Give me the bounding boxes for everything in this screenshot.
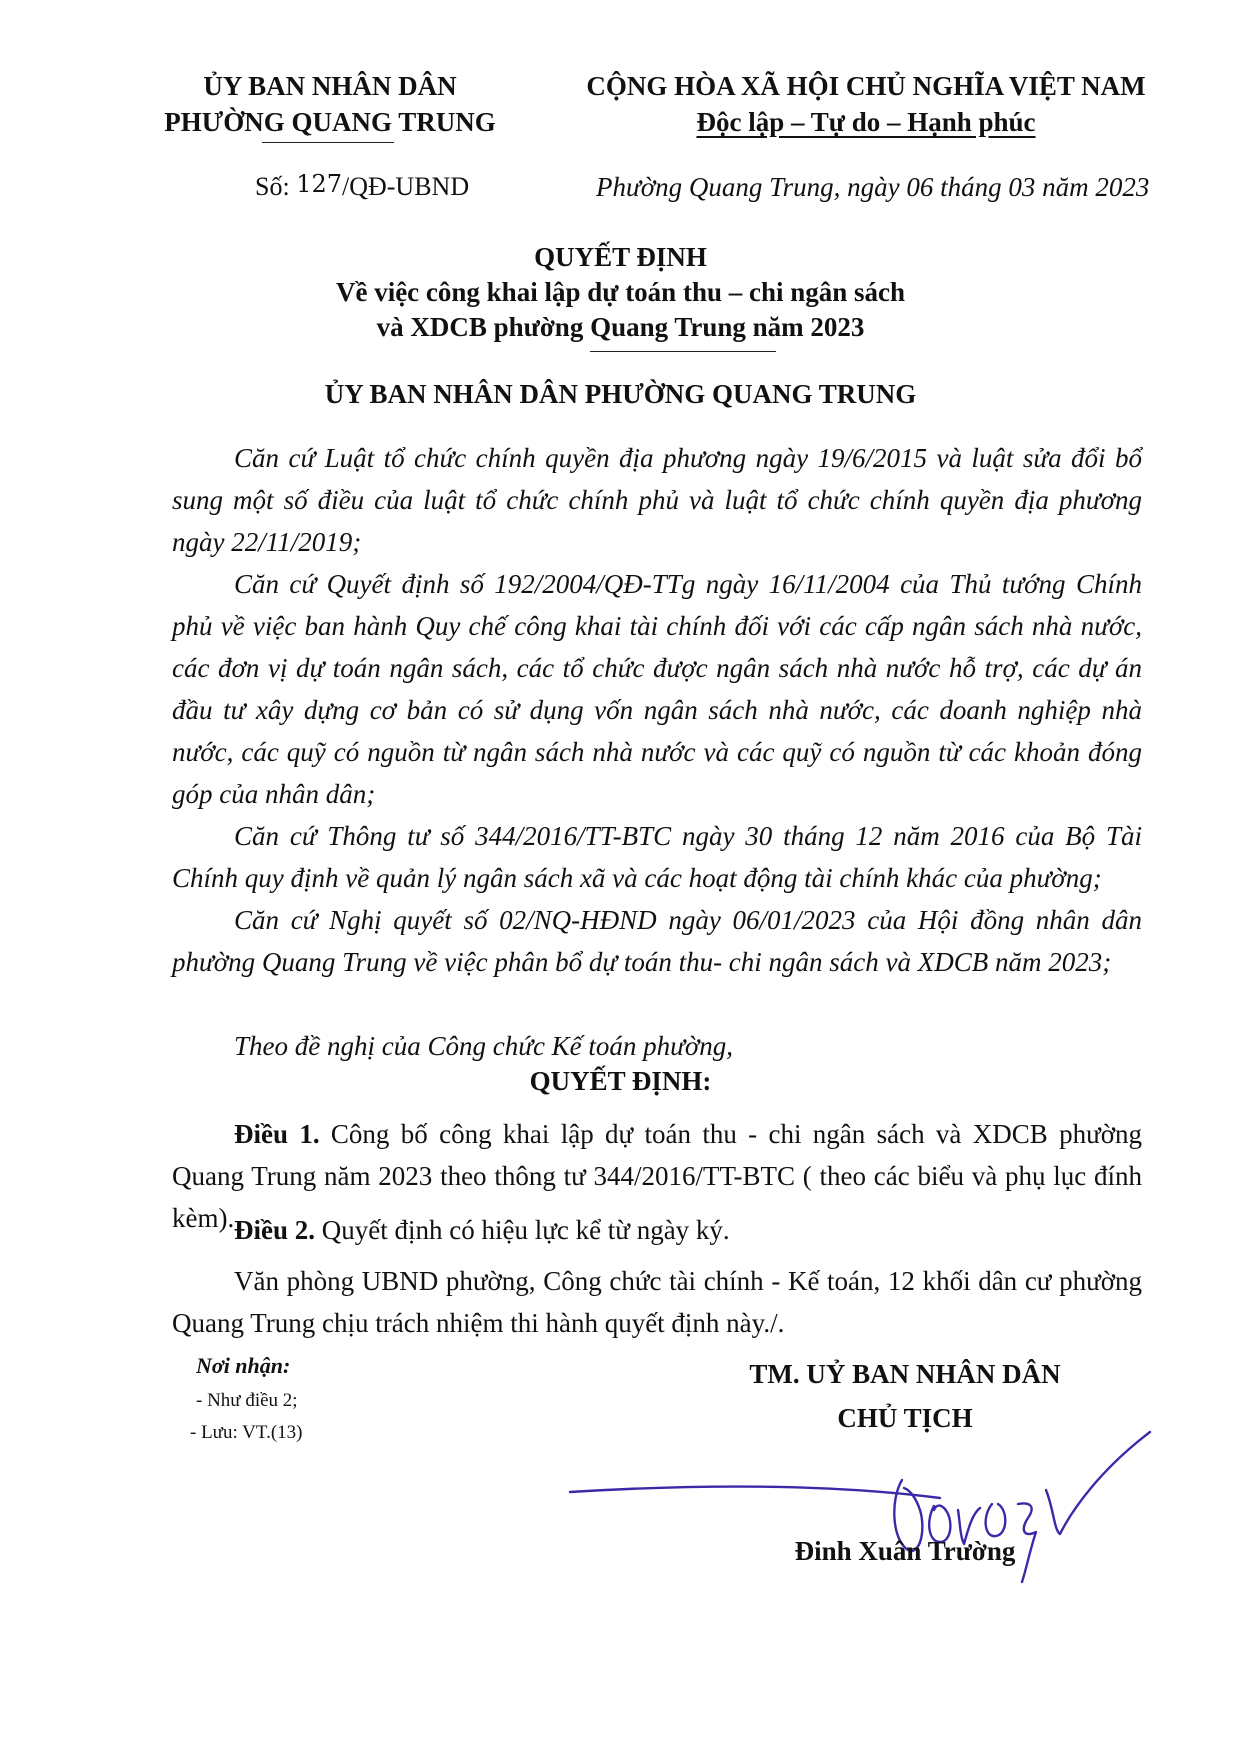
national-motto	[566, 68, 1166, 140]
title-sub2: và XDCB phường Quang Trung năm 2023	[376, 312, 865, 342]
number-prefix: Số:	[255, 172, 297, 201]
issuer-line1: ỦY BAN NHÂN DÂN	[203, 71, 457, 101]
preamble-item: Căn cứ Thông tư số 344/2016/TT-BTC ngày 30 tháng 12 năm 2016 của Bộ Tài Chính quy định về quản lý ngân sách xã và các hoạt động tài chính khác của phường;	[172, 821, 1142, 893]
place-date: Phường Quang Trung, ngày 06 tháng 03 năm 2023	[596, 172, 1150, 202]
issuer-line2: PHƯỜNG QUANG TRUNG	[164, 107, 496, 137]
recipient-item: - Như điều 2;	[196, 1390, 298, 1411]
handwritten-signature	[560, 1410, 1160, 1600]
document-title	[0, 240, 1241, 345]
signature-line1: TM. UỶ BAN NHÂN DÂN	[749, 1359, 1061, 1389]
article-2-label: Điều 2.	[234, 1215, 315, 1245]
number-suffix: /QĐ-UBND	[342, 172, 470, 201]
country-name: CỘNG HÒA XÃ HỘI CHỦ NGHĨA VIỆT NAM	[586, 71, 1146, 101]
preamble-item: Theo đề nghị của Công chức Kế toán phường,	[234, 1031, 734, 1061]
article-2-text: Quyết định có hiệu lực kể từ ngày ký.	[315, 1215, 730, 1245]
document-number	[255, 172, 469, 202]
article-1-label: Điều 1.	[234, 1119, 320, 1149]
authority-heading: ỦY BAN NHÂN DÂN PHƯỜNG QUANG TRUNG	[324, 379, 917, 409]
signature-line2: CHỦ TỊCH	[837, 1403, 973, 1433]
decision-heading: QUYẾT ĐỊNH:	[529, 1066, 712, 1096]
issuer-name	[160, 68, 500, 140]
article-1-text: Công bố công khai lập dự toán thu - chi ngân sách và XDCB phường Quang Trung năm 2023 theo thông tư 344/2016/TT-BTC ( theo các biểu và phụ lục đính kèm).	[172, 1119, 1143, 1233]
motto: Độc lập – Tự do – Hạnh phúc	[696, 107, 1036, 137]
title-underline	[590, 351, 776, 352]
preamble-item: Căn cứ Quyết định số 192/2004/QĐ-TTg ngày 16/11/2004 của Thủ tướng Chính phủ về việc ban hành Quy chế công khai tài chính đối với các cấp ngân sách nhà nước, các đơn vị dự toán ngân sách, các tổ chức được ngân sách nhà nước hỗ trợ, các dự án đầu tư xây dựng cơ bản có sử dụng vốn ngân sách nhà nước, các doanh nghiệp nhà nước, các quỹ có nguồn từ ngân sách nhà nước và các quỹ có nguồn từ các khoản đóng góp của nhân dân;	[172, 569, 1142, 809]
signer-name: Đinh Xuân Trường	[794, 1536, 1016, 1566]
article-2	[172, 1209, 1142, 1251]
preamble-item: Căn cứ Nghị quyết số 02/NQ-HĐND ngày 06/01/2023 của Hội đồng nhân dân phường Quang Trung về việc phân bổ dự toán thu- chi ngân sách và XDCB năm 2023;	[172, 905, 1142, 977]
preamble-item: Căn cứ Luật tổ chức chính quyền địa phương ngày 19/6/2015 và luật sửa đổi bổ sung một số điều của luật tổ chức chính phủ và luật tổ chức chính quyền địa phương ngày 22/11/2019;	[172, 443, 1142, 557]
number-value: 127	[296, 170, 342, 198]
issuer-underline	[262, 142, 394, 143]
recipients-title: Nơi nhận:	[196, 1353, 291, 1378]
title-sub1: Về việc công khai lập dự toán thu – chi ngân sách	[335, 277, 906, 307]
execution-clause: Văn phòng UBND phường, Công chức tài chính - Kế toán, 12 khối dân cư phường Quang Trung chịu trách nhiệm thi hành quyết định này./.	[172, 1266, 1142, 1338]
recipient-item: - Lưu: VT.(13)	[190, 1422, 303, 1443]
title-main: QUYẾT ĐỊNH	[534, 242, 707, 272]
